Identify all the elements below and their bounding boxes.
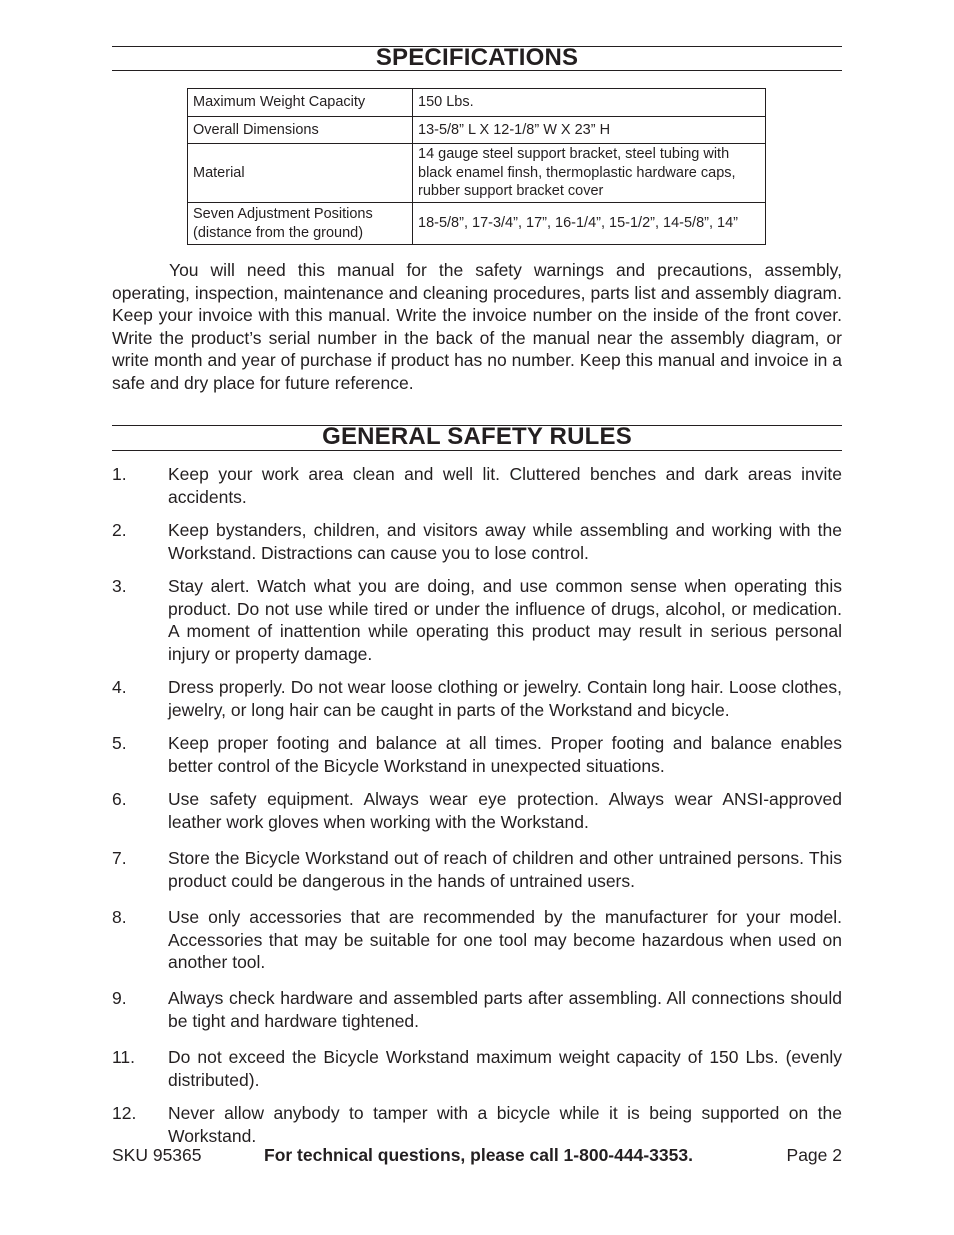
spec-value: 18-5/8”, 17-3/4”, 17”, 16-1/4”, 15-1/2”, 14-5/8”, 14” bbox=[413, 203, 766, 245]
item-number: 7. bbox=[112, 848, 127, 868]
safety-heading: GENERAL SAFETY RULES bbox=[322, 423, 632, 450]
spec-value: 13-5/8” L X 12-1/8” W X 23” H bbox=[413, 117, 766, 144]
page-footer bbox=[112, 1144, 842, 1168]
spec-row bbox=[188, 117, 766, 144]
item-number: 12. bbox=[112, 1103, 137, 1123]
specifications-table bbox=[187, 88, 766, 245]
item-number: 4. bbox=[112, 677, 127, 697]
item-number: 5. bbox=[112, 733, 127, 753]
spec-row bbox=[188, 203, 766, 245]
spec-row bbox=[188, 144, 766, 203]
item-text: Keep your work area clean and well lit. Cluttered benches and dark areas invite accidents. bbox=[168, 464, 842, 507]
item-text: Do not exceed the Bicycle Workstand maximum weight capacity of 150 Lbs. (evenly distributed). bbox=[168, 1047, 842, 1090]
item-text: Never allow anybody to tamper with a bicycle while it is being supported on the Workstand. bbox=[168, 1103, 842, 1146]
item-number: 6. bbox=[112, 789, 127, 809]
specifications-heading: SPECIFICATIONS bbox=[375, 44, 579, 71]
tech-support-line: For technical questions, please call 1-800-444-3353. bbox=[264, 1145, 693, 1165]
spec-value: 150 Lbs. bbox=[413, 89, 766, 117]
item-text: Use safety equipment. Always wear eye protection. Always wear ANSI-approved leather work gloves when working with the Workstand. bbox=[168, 789, 842, 832]
item-text: Always check hardware and assembled parts after assembling. All connections should be tight and hardware tightened. bbox=[168, 988, 842, 1031]
item-text: Keep proper footing and balance at all times. Proper footing and balance enables better control of the Bicycle Workstand in unexpected situations. bbox=[168, 733, 842, 776]
sku-number: SKU 95365 bbox=[112, 1145, 202, 1165]
spec-value: 14 gauge steel support bracket, steel tubing with black enamel finsh, thermoplastic hardware caps, rubber support bracket cover bbox=[413, 144, 766, 203]
item-number: 2. bbox=[112, 520, 127, 540]
item-number: 8. bbox=[112, 907, 127, 927]
spec-label: Maximum Weight Capacity bbox=[188, 89, 413, 117]
item-text: Dress properly. Do not wear loose clothing or jewelry. Contain long hair. Loose clothes, jewelry, or long hair can be caught in parts of the Workstand and bicycle. bbox=[168, 677, 842, 720]
page-number: Page 2 bbox=[786, 1145, 842, 1165]
spec-row bbox=[188, 89, 766, 117]
item-number: 3. bbox=[112, 576, 127, 596]
spec-label: Overall Dimensions bbox=[188, 117, 413, 144]
spec-label: Material bbox=[188, 144, 413, 203]
item-text: Keep bystanders, children, and visitors away while assembling and working with the Workstand. Distractions can cause you to lose control. bbox=[168, 520, 842, 563]
spec-bottom-rule bbox=[112, 70, 842, 71]
item-number: 11. bbox=[112, 1047, 136, 1067]
item-number: 1. bbox=[112, 464, 127, 484]
spec-label: Seven Adjustment Positions (distance from the ground) bbox=[188, 203, 413, 245]
item-text: Use only accessories that are recommended by the manufacturer for your model. Accessories that may be suitable for one tool may become hazardous when used on another tool. bbox=[168, 907, 842, 972]
intro-paragraph: You will need this manual for the safety warnings and precautions, assembly, operating, inspection, maintenance and cleaning procedures, parts list and assembly diagram. Keep your invoice with this manual. Write the invoice number on the inside of the front cover. Write the product’s serial number in the back of the manual near the assembly diagram, or write month and year of purchase if product has no number. Keep this manual and invoice in a safe and dry place for future reference. bbox=[112, 260, 842, 393]
item-text: Store the Bicycle Workstand out of reach of children and other untrained persons. This product could be dangerous in the hands of untrained users. bbox=[168, 848, 842, 891]
item-text: Stay alert. Watch what you are doing, and use common sense when operating this product. Do not use while tired or under the influence of drugs, alcohol, or medication. A moment of inattention while operating this product may result in serious personal injury or property damage. bbox=[168, 576, 842, 664]
safety-bottom-rule bbox=[112, 450, 842, 451]
item-number: 9. bbox=[112, 988, 127, 1008]
